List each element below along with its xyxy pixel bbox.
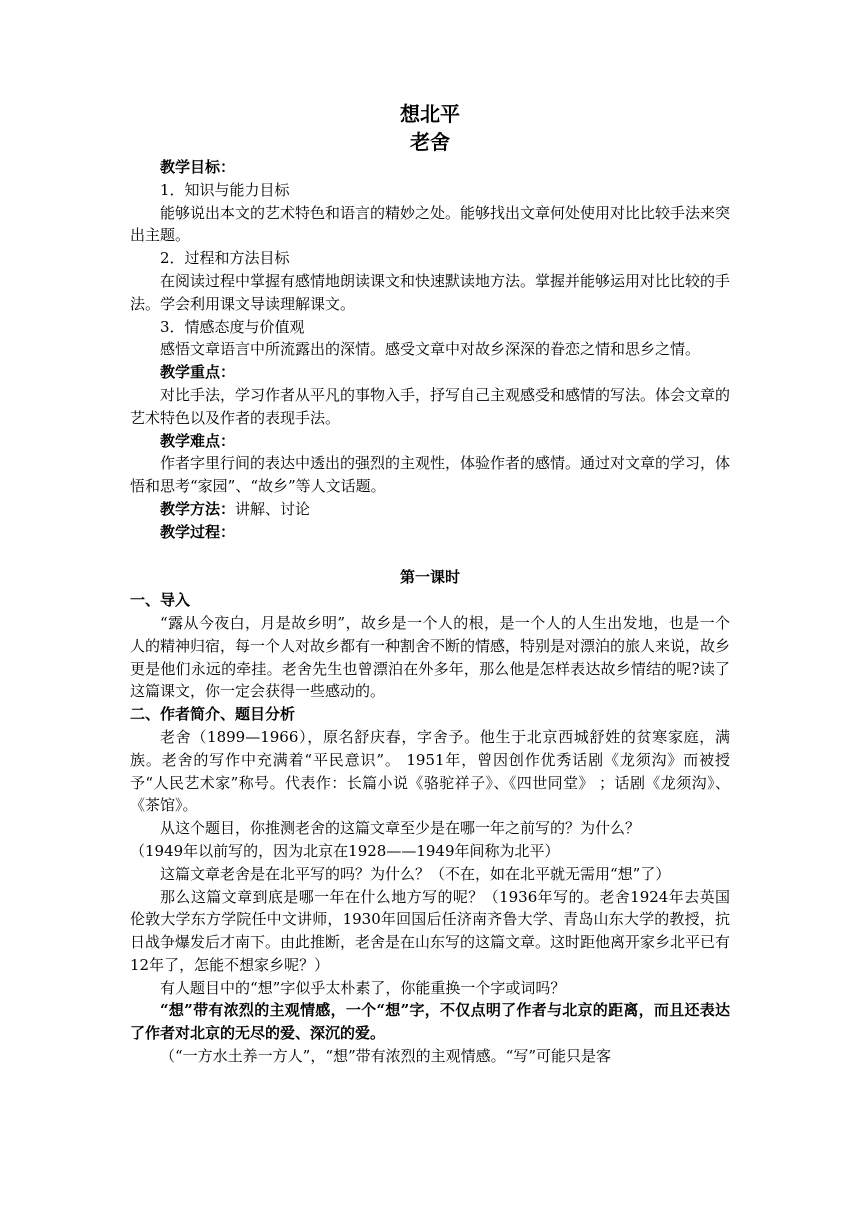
goal1-heading: 1．知识与能力目标 (160, 180, 290, 199)
lesson-heading: 第一课时 (399, 568, 460, 587)
key-heading: 教学重点： (160, 363, 236, 382)
goal3-text: 感悟文章语言中所流露出的深情。感受文章中对故乡深深的眷恋之情和思乡之情。 (160, 340, 701, 359)
doc-author: 老舍 (410, 130, 450, 154)
goal1-text: 能够说出本文的艺术特色和语言的精妙之处。能够找出文章何处使用对比比较手法来突出主题。 (130, 203, 731, 245)
spacer (130, 544, 730, 567)
section2-para2: 从这个题目，你推测老舍的这篇文章至少是在哪一年之前写的？为什么？ (160, 819, 641, 838)
key-text: 对比手法，学习作者从平凡的事物入手，抒写自己主观感受和感情的写法。体会文章的艺术特色以及作者的表现手法。 (130, 385, 731, 427)
goal3-heading: 3．情感态度与价值观 (160, 317, 305, 336)
section2-para6: 有人题目中的“想”字似乎太朴素了，你能重换一个字或词吗？ (160, 978, 566, 997)
goals-heading: 教学目标： (160, 158, 236, 176)
goal2-heading: 2．过程和方法目标 (160, 249, 290, 268)
section2-para3: （1949年以前写的，因为北京在1928——1949年间称为北平） (130, 841, 560, 860)
method-line (130, 498, 730, 521)
method-heading: 教学方法： (160, 499, 236, 518)
goal2-text: 在阅读过程中掌握有感情地朗读课文和快速默读地方法。掌握并能够运用对比比较的手法。学会利用课文导读理解课文。 (130, 271, 731, 313)
method-text: 讲解、讨论 (235, 499, 311, 518)
process-heading: 教学过程： (160, 522, 236, 541)
difficulty-heading: 教学难点： (160, 431, 236, 450)
section1-heading: 一、导入 (130, 591, 191, 610)
section2-para1: 老舍（1899—1966），原名舒庆春，字舍予。他生于北京西城舒姓的贫寒家庭，满族。老舍的写作中充满着“平民意识”。 1951年，曾因创作优秀话剧《龙须沟》而被授予“人民艺术家”称号。代表作：长篇小说《骆驼祥子》、《四世同堂》 ；话剧《龙须沟》、《茶馆》。 (130, 727, 730, 815)
doc-title: 想北平 (400, 102, 460, 126)
section2-heading: 二、作者简介、题目分析 (130, 705, 296, 724)
section2-bold-answer: “想”带有浓烈的主观情感，一个“想”字，不仅点明了作者与北京的距离，而且还表达了作者对北京的无尽的爱、深沉的爱。 (130, 1001, 730, 1043)
section2-para7: （“一方水土养一方人”，“想”带有浓烈的主观情感。“写”可能只是客 (160, 1047, 612, 1066)
section1-text: “露从今夜白，月是故乡明”，故乡是一个人的根，是一个人的人生出发地，也是一个人的精神归宿，每一个人对故乡都有一种割舍不断的情感，特别是对漂泊的旅人来说，故乡更是他们永远的牵挂。老舍先生也曾漂泊在外多年，那么他是怎样表达故乡情结的呢?读了这篇课文，你一定会获得一些感动的。 (130, 613, 731, 701)
section2-para4: 这篇文章老舍是在北平写的吗？为什么？（不在，如在北平就无需用“想”了） (160, 864, 671, 883)
difficulty-text: 作者字里行间的表达中透出的强烈的主观性，体验作者的感情。通过对文章的学习，体悟和思考“家园”、“故乡”等人文话题。 (130, 454, 731, 496)
section2-para5: 那么这篇文章到底是哪一年在什么地方写的呢？（1936年写的。老舍1924年去英国伦敦大学东方学院任中文讲师，1930年回国后任济南齐鲁大学、青岛山东大学的教授，抗日战争爆发后才南下。由此推断，老舍是在山东写的这篇文章。这时距他离开家乡北平已有12年了，怎能不想家乡呢？） (130, 887, 731, 974)
document-page (130, 100, 730, 1068)
